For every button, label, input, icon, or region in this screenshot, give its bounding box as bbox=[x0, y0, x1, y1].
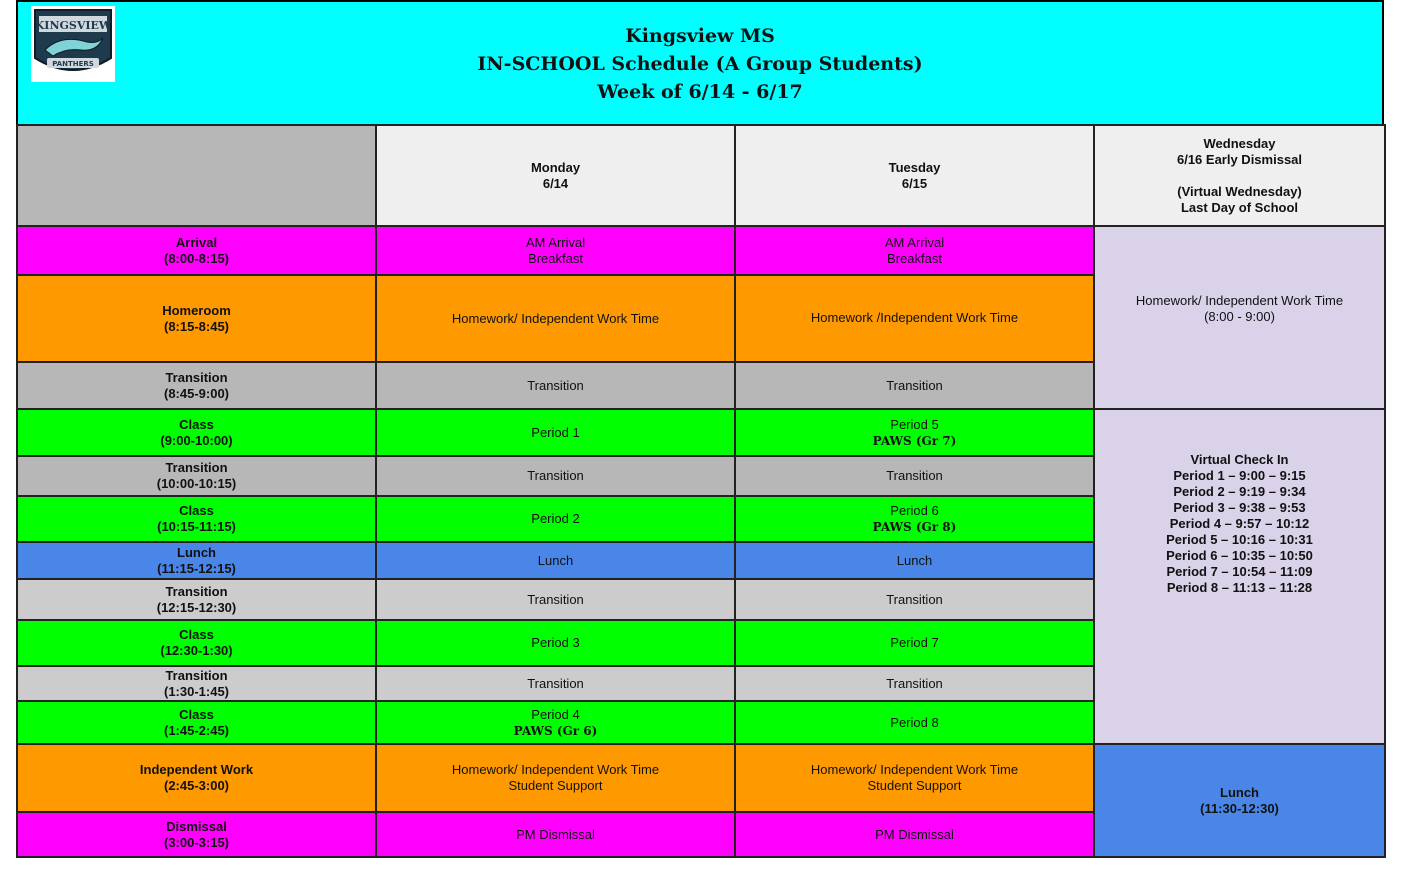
cell-line: Student Support bbox=[867, 778, 962, 793]
tuesday-cell bbox=[735, 226, 1094, 275]
monday-cell bbox=[376, 579, 735, 620]
header-row bbox=[17, 125, 1385, 226]
row-label bbox=[17, 275, 376, 362]
monday-cell bbox=[376, 275, 735, 362]
monday-cell bbox=[376, 666, 735, 701]
row-label-name: Transition bbox=[165, 583, 228, 599]
cell-line: Breakfast bbox=[528, 250, 583, 266]
tuesday-cell bbox=[735, 496, 1094, 542]
row-label-time: (9:00-10:00) bbox=[160, 432, 233, 448]
monday-cell bbox=[376, 362, 735, 409]
cell-line: Transition bbox=[886, 377, 943, 393]
cell-line: Breakfast bbox=[887, 250, 942, 266]
cell-line: Transition bbox=[886, 591, 943, 607]
week-label: Week of 6/14 - 6/17 bbox=[597, 81, 803, 103]
tuesday-cell bbox=[735, 620, 1094, 666]
header-wednesday bbox=[1094, 125, 1385, 226]
row-label-time: (10:00-10:15) bbox=[156, 476, 237, 491]
row-label bbox=[17, 226, 376, 275]
row-label-time: (10:15-11:15) bbox=[157, 519, 236, 534]
row-label bbox=[17, 542, 376, 579]
virtual-title: Virtual Check In bbox=[1190, 452, 1289, 467]
header-tuesday-date: 6/15 bbox=[901, 175, 928, 191]
cell-line: Period 4 bbox=[531, 706, 580, 722]
paws-label: PAWS (Gr 7) bbox=[872, 433, 957, 448]
svg-text:KINGSVIEW: KINGSVIEW bbox=[34, 19, 112, 32]
monday-cell bbox=[376, 496, 735, 542]
header-corner-cell bbox=[17, 125, 376, 226]
row-arrival bbox=[17, 226, 1385, 275]
tuesday-cell bbox=[735, 701, 1094, 744]
cell-line: Transition bbox=[527, 468, 584, 483]
cell-line: Transition bbox=[527, 591, 584, 607]
row-label bbox=[17, 620, 376, 666]
cell-line: (11:30-12:30) bbox=[1200, 800, 1279, 816]
cell-line: (8:00 - 9:00) bbox=[1204, 309, 1275, 324]
row-label-name: Arrival bbox=[175, 234, 218, 250]
virtual-period: Period 3 – 9:38 – 9:53 bbox=[1173, 500, 1306, 515]
virtual-period: Period 8 – 11:13 – 11:28 bbox=[1166, 580, 1313, 595]
cell-line: Homework/ Independent Work Time bbox=[1135, 293, 1344, 308]
tuesday-cell bbox=[735, 579, 1094, 620]
header-tuesday-day: Tuesday bbox=[888, 159, 941, 175]
row-label bbox=[17, 579, 376, 620]
row-label-time: (3:00-3:15) bbox=[163, 834, 230, 850]
cell-line: AM Arrival bbox=[884, 234, 945, 250]
header-wednesday-spacer bbox=[1095, 168, 1384, 184]
cell-line: Homework/ Independent Work Time bbox=[451, 762, 660, 777]
row-label bbox=[17, 666, 376, 701]
row-label-name: Transition bbox=[165, 460, 228, 475]
row-label-time: (2:45-3:00) bbox=[163, 778, 230, 793]
cell-line: Lunch bbox=[1220, 784, 1259, 800]
wednesday-lunch-block bbox=[1094, 744, 1385, 857]
school-name: Kingsview MS bbox=[625, 25, 775, 47]
row-label-time: (8:15-8:45) bbox=[163, 318, 230, 334]
row-label-time: (8:45-9:00) bbox=[163, 385, 230, 401]
tuesday-cell bbox=[735, 666, 1094, 701]
header-monday bbox=[376, 125, 735, 226]
row-label-time: (1:45-2:45) bbox=[163, 722, 230, 738]
row-independent-work bbox=[17, 744, 1385, 812]
header-tuesday bbox=[735, 125, 1094, 226]
paws-label: PAWS (Gr 6) bbox=[513, 723, 598, 738]
monday-cell bbox=[376, 620, 735, 666]
header-wednesday-day: Wednesday bbox=[1203, 135, 1276, 151]
cell-line: Homework/ Independent Work Time bbox=[451, 310, 660, 326]
schedule-table bbox=[16, 124, 1386, 858]
row-label-time: (11:15-12:15) bbox=[157, 560, 236, 576]
cell-line: PM Dismissal bbox=[875, 826, 954, 842]
row-label-name: Class bbox=[179, 627, 214, 642]
row-label-name: Class bbox=[179, 416, 214, 432]
row-label-name: Transition bbox=[165, 667, 228, 683]
cell-line: Transition bbox=[527, 675, 584, 691]
row-label bbox=[17, 496, 376, 542]
cell-line: Lunch bbox=[537, 552, 574, 568]
schedule-banner bbox=[16, 0, 1384, 124]
cell-line: Period 1 bbox=[531, 424, 580, 440]
virtual-period: Period 5 – 10:16 – 10:31 bbox=[1166, 532, 1313, 547]
wednesday-homework-block bbox=[1094, 226, 1385, 409]
tuesday-cell bbox=[735, 542, 1094, 579]
monday-cell bbox=[376, 456, 735, 496]
wednesday-virtual-check-in bbox=[1094, 409, 1385, 744]
row-label-name: Lunch bbox=[177, 544, 216, 560]
row-label-name: Homeroom bbox=[162, 302, 231, 318]
cell-line: Student Support bbox=[508, 778, 603, 793]
svg-text:PANTHERS: PANTHERS bbox=[52, 60, 94, 68]
row-label bbox=[17, 409, 376, 456]
tuesday-cell bbox=[735, 275, 1094, 362]
cell-line: AM Arrival bbox=[525, 234, 586, 250]
row-label-name: Independent Work bbox=[139, 762, 254, 777]
paws-label: PAWS (Gr 8) bbox=[872, 520, 957, 534]
header-wednesday-virtual: (Virtual Wednesday) bbox=[1177, 183, 1302, 199]
row-label-time: (12:30-1:30) bbox=[160, 643, 233, 658]
row-label-name: Class bbox=[179, 503, 214, 518]
virtual-period: Period 2 – 9:19 – 9:34 bbox=[1173, 484, 1306, 499]
cell-line: Transition bbox=[527, 377, 584, 393]
cell-line: Period 3 bbox=[531, 635, 580, 650]
tuesday-cell bbox=[735, 456, 1094, 496]
cell-line: PM Dismissal bbox=[516, 826, 595, 842]
virtual-period: Period 1 – 9:00 – 9:15 bbox=[1173, 468, 1306, 483]
monday-cell bbox=[376, 744, 735, 812]
tuesday-cell bbox=[735, 744, 1094, 812]
cell-line: Period 7 bbox=[890, 635, 939, 650]
row-label-time: (1:30-1:45) bbox=[163, 683, 230, 699]
monday-cell bbox=[376, 542, 735, 579]
row-label bbox=[17, 744, 376, 812]
cell-line: Lunch bbox=[896, 552, 933, 568]
header-wednesday-last-day: Last Day of School bbox=[1180, 199, 1299, 215]
header-monday-date: 6/14 bbox=[542, 175, 569, 191]
header-wednesday-date: 6/16 Early Dismissal bbox=[1176, 151, 1303, 167]
row-label-name: Dismissal bbox=[166, 818, 227, 834]
monday-cell bbox=[376, 812, 735, 857]
row-label-time: (12:15-12:30) bbox=[156, 599, 237, 615]
monday-cell bbox=[376, 226, 735, 275]
schedule-titles bbox=[18, 22, 1382, 106]
tuesday-cell bbox=[735, 812, 1094, 857]
cell-line: Period 8 bbox=[890, 714, 939, 730]
row-label bbox=[17, 362, 376, 409]
row-label-name: Transition bbox=[165, 369, 228, 385]
schedule-title: IN-SCHOOL Schedule (A Group Students) bbox=[477, 53, 923, 75]
monday-cell bbox=[376, 409, 735, 456]
tuesday-cell bbox=[735, 362, 1094, 409]
row-label bbox=[17, 456, 376, 496]
virtual-period: Period 4 – 9:57 – 10:12 bbox=[1169, 516, 1310, 531]
virtual-period: Period 6 – 10:35 – 10:50 bbox=[1166, 548, 1313, 563]
virtual-period: Period 7 – 10:54 – 11:09 bbox=[1166, 564, 1313, 579]
cell-line: Period 6 bbox=[890, 503, 939, 518]
cell-line: Period 5 bbox=[890, 416, 939, 432]
header-monday-day: Monday bbox=[530, 159, 581, 175]
cell-line: Transition bbox=[886, 468, 943, 483]
row-label bbox=[17, 812, 376, 857]
monday-cell bbox=[376, 701, 735, 744]
row-label bbox=[17, 701, 376, 744]
cell-line: Period 2 bbox=[531, 511, 580, 526]
cell-line: Transition bbox=[886, 675, 943, 691]
cell-line: Homework/ Independent Work Time bbox=[810, 762, 1019, 777]
tuesday-cell bbox=[735, 409, 1094, 456]
cell-line: Homework /Independent Work Time bbox=[810, 310, 1019, 325]
row-label-name: Class bbox=[179, 706, 214, 722]
row-label-time: (8:00-8:15) bbox=[163, 250, 230, 266]
row-class-1 bbox=[17, 409, 1385, 456]
